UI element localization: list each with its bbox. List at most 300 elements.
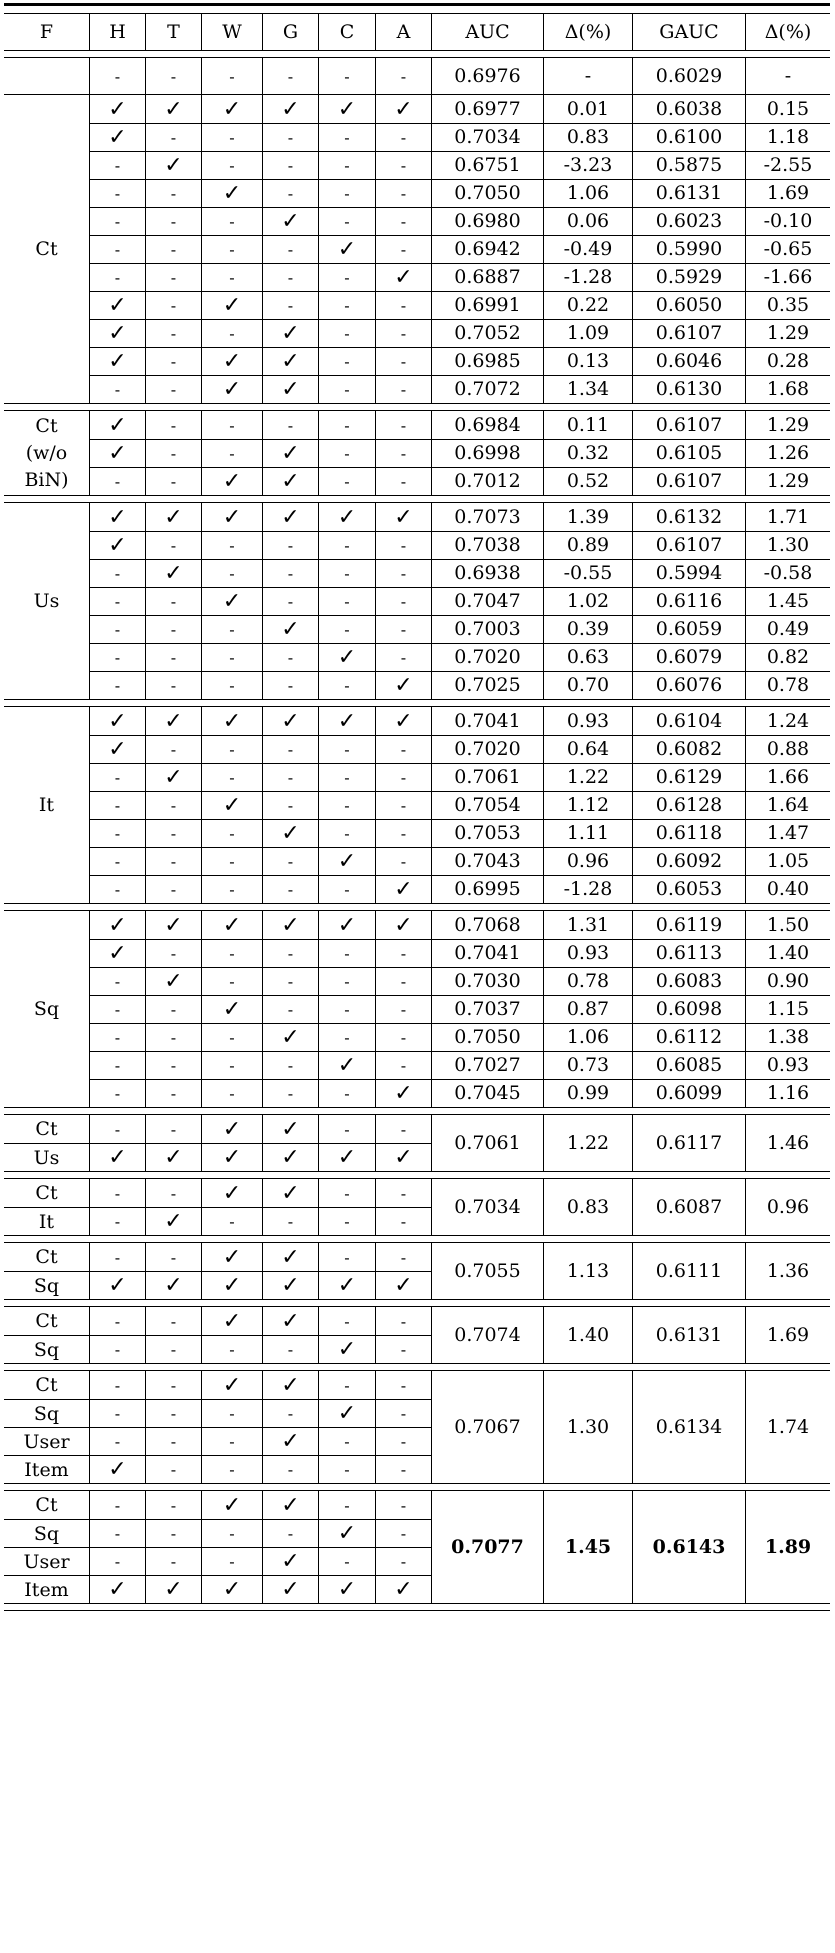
flag-g: -	[262, 763, 318, 791]
flag-t: -	[145, 375, 201, 403]
flag-a: -	[375, 1051, 431, 1079]
flag-t: -	[145, 439, 201, 467]
flag-a: -	[375, 559, 431, 587]
flag-a: ✓	[375, 671, 431, 699]
table-row	[4, 735, 830, 763]
table-row	[4, 819, 830, 847]
flag-t: ✓	[145, 95, 201, 123]
flag-a: -	[375, 531, 431, 559]
flag-g: ✓	[262, 1179, 318, 1207]
feature-cell	[4, 58, 89, 94]
combination-metrics	[431, 1115, 830, 1171]
block-rows	[4, 503, 830, 699]
table-row	[4, 1455, 431, 1483]
flag-t: ✓	[145, 911, 201, 939]
flag-t: ✓	[145, 151, 201, 179]
auc-value: 0.7061	[431, 1115, 543, 1171]
delta-gauc-value: -2.55	[745, 151, 830, 179]
flag-a: -	[375, 319, 431, 347]
delta-gauc-value: 1.89	[745, 1491, 830, 1603]
flag-g: ✓	[262, 95, 318, 123]
table-row	[4, 995, 830, 1023]
combination-block	[4, 1491, 830, 1603]
combination-metrics	[431, 1491, 830, 1603]
table-row	[4, 375, 830, 403]
flag-t: -	[145, 847, 201, 875]
combination-features	[4, 1307, 431, 1363]
table-row	[4, 559, 830, 587]
gauc-value: 0.6107	[632, 467, 745, 495]
flag-w: -	[201, 1023, 262, 1051]
flag-w: -	[201, 123, 262, 151]
flag-w: -	[201, 1548, 262, 1575]
flag-c: -	[318, 939, 375, 967]
table-row	[4, 1079, 830, 1107]
auc-value: 0.6887	[431, 263, 543, 291]
flag-g: -	[262, 1079, 318, 1107]
auc-value: 0.6751	[431, 151, 543, 179]
flag-g: ✓	[262, 1428, 318, 1455]
flag-w: -	[201, 58, 262, 94]
delta-gauc-value: -	[745, 58, 830, 94]
flag-a: -	[375, 235, 431, 263]
flag-g: ✓	[262, 707, 318, 735]
flag-h: -	[89, 207, 145, 235]
flag-h: -	[89, 615, 145, 643]
flag-a: ✓	[375, 95, 431, 123]
table-row	[4, 1335, 431, 1363]
table-row	[4, 531, 830, 559]
gauc-value: 0.6050	[632, 291, 745, 319]
flag-c: ✓	[318, 235, 375, 263]
auc-value: 0.6985	[431, 347, 543, 375]
feature-block	[4, 911, 830, 1107]
flag-a: -	[375, 847, 431, 875]
flag-w: -	[201, 1456, 262, 1483]
flag-t: -	[145, 531, 201, 559]
gauc-value: 0.6111	[632, 1243, 745, 1299]
header-auc: AUC	[431, 14, 543, 50]
flag-g: -	[262, 235, 318, 263]
delta-auc-value: 1.45	[543, 1491, 632, 1603]
table-row	[4, 1051, 830, 1079]
flag-t: -	[145, 1051, 201, 1079]
flag-c: -	[318, 819, 375, 847]
flag-a: -	[375, 291, 431, 319]
flag-w: -	[201, 735, 262, 763]
flag-w: ✓	[201, 1179, 262, 1207]
flag-c: -	[318, 1456, 375, 1483]
flag-h: ✓	[89, 939, 145, 967]
flag-t: ✓	[145, 707, 201, 735]
flag-g: ✓	[262, 503, 318, 531]
table-row	[4, 1271, 431, 1299]
flag-h: ✓	[89, 123, 145, 151]
flag-w: ✓	[201, 1144, 262, 1171]
flag-t: ✓	[145, 1576, 201, 1603]
flag-a: -	[375, 1115, 431, 1143]
auc-value: 0.7068	[431, 911, 543, 939]
flag-h: -	[89, 467, 145, 495]
flag-h: -	[89, 1179, 145, 1207]
auc-value: 0.7027	[431, 1051, 543, 1079]
flag-w: -	[201, 531, 262, 559]
delta-gauc-value: 1.26	[745, 439, 830, 467]
flag-w: -	[201, 235, 262, 263]
flag-c: -	[318, 263, 375, 291]
flag-h: -	[89, 1371, 145, 1399]
flag-t: -	[145, 1371, 201, 1399]
flag-t: -	[145, 319, 201, 347]
flag-w: -	[201, 1208, 262, 1235]
flag-g: -	[262, 151, 318, 179]
block-rows	[4, 707, 830, 903]
flag-g: -	[262, 643, 318, 671]
delta-gauc-value: 1.38	[745, 1023, 830, 1051]
flag-w: -	[201, 439, 262, 467]
flag-c: -	[318, 1428, 375, 1455]
flag-c: -	[318, 467, 375, 495]
flag-t: -	[145, 291, 201, 319]
delta-gauc-value: 1.66	[745, 763, 830, 791]
flag-h: -	[89, 763, 145, 791]
flag-t: ✓	[145, 967, 201, 995]
flag-t: -	[145, 1548, 201, 1575]
flag-g: -	[262, 1456, 318, 1483]
flag-g: ✓	[262, 375, 318, 403]
delta-auc-value: 0.52	[543, 467, 632, 495]
flag-c: ✓	[318, 1576, 375, 1603]
delta-auc-value: 0.96	[543, 847, 632, 875]
gauc-value: 0.6029	[632, 58, 745, 94]
flag-c: -	[318, 1179, 375, 1207]
table-row	[4, 467, 830, 495]
delta-gauc-value: 1.15	[745, 995, 830, 1023]
delta-auc-value: 1.02	[543, 587, 632, 615]
auc-value: 0.7034	[431, 123, 543, 151]
auc-value: 0.7012	[431, 467, 543, 495]
flag-w: -	[201, 847, 262, 875]
flag-g: -	[262, 967, 318, 995]
flag-a: -	[375, 179, 431, 207]
auc-value: 0.6977	[431, 95, 543, 123]
ablation-table	[4, 0, 830, 1611]
flag-c: -	[318, 291, 375, 319]
flag-c: -	[318, 123, 375, 151]
flag-h: -	[89, 1400, 145, 1427]
flag-h: ✓	[89, 1456, 145, 1483]
flag-w: ✓	[201, 375, 262, 403]
combination-block	[4, 1307, 830, 1363]
combination-metrics	[431, 1307, 830, 1363]
flag-w: -	[201, 559, 262, 587]
header-t: T	[145, 14, 201, 50]
table-bottom-rule-2	[4, 1610, 830, 1611]
flag-a: -	[375, 1371, 431, 1399]
flag-a: -	[375, 615, 431, 643]
flag-t: ✓	[145, 1272, 201, 1299]
flag-c: ✓	[318, 707, 375, 735]
auc-value: 0.7030	[431, 967, 543, 995]
flag-g: ✓	[262, 1576, 318, 1603]
table-row	[4, 1427, 431, 1455]
block-label-line: Ct	[35, 414, 58, 437]
flag-a: -	[375, 1243, 431, 1271]
delta-gauc-value: 0.90	[745, 967, 830, 995]
flag-w: ✓	[201, 467, 262, 495]
flag-t: -	[145, 58, 201, 94]
auc-value: 0.7072	[431, 375, 543, 403]
flag-w: -	[201, 1400, 262, 1427]
table-row	[4, 939, 830, 967]
delta-auc-value: 1.12	[543, 791, 632, 819]
flag-g: -	[262, 58, 318, 94]
flag-h: -	[89, 1051, 145, 1079]
table-row	[4, 179, 830, 207]
feature-blocks	[4, 94, 830, 1107]
delta-gauc-value: 1.36	[745, 1243, 830, 1299]
flag-h: -	[89, 819, 145, 847]
flag-c: -	[318, 375, 375, 403]
flag-h: ✓	[89, 291, 145, 319]
delta-gauc-value: -0.65	[745, 235, 830, 263]
flag-a: -	[375, 1520, 431, 1547]
flag-a: -	[375, 1456, 431, 1483]
gauc-value: 0.6023	[632, 207, 745, 235]
gauc-value: 0.5875	[632, 151, 745, 179]
flag-t: -	[145, 671, 201, 699]
delta-auc-value: 0.22	[543, 291, 632, 319]
auc-value: 0.6991	[431, 291, 543, 319]
delta-auc-value: -1.28	[543, 875, 632, 903]
header-f: F	[39, 21, 54, 43]
table-row	[4, 1115, 431, 1143]
flag-g: ✓	[262, 319, 318, 347]
combination-block	[4, 1371, 830, 1483]
flag-w: ✓	[201, 995, 262, 1023]
table-row	[4, 1547, 431, 1575]
flag-a: -	[375, 151, 431, 179]
block-label	[4, 707, 89, 903]
delta-gauc-value: 1.29	[745, 411, 830, 439]
flag-w: ✓	[201, 1371, 262, 1399]
delta-gauc-value: 0.78	[745, 671, 830, 699]
flag-g: -	[262, 847, 318, 875]
auc-value: 0.7025	[431, 671, 543, 699]
flag-t: ✓	[145, 763, 201, 791]
gauc-value: 0.6117	[632, 1115, 745, 1171]
flag-w: -	[201, 763, 262, 791]
delta-auc-value: 1.22	[543, 1115, 632, 1171]
auc-value: 0.7003	[431, 615, 543, 643]
flag-t: -	[145, 347, 201, 375]
table-row	[4, 1243, 431, 1271]
table-row	[4, 1207, 431, 1235]
flag-a: -	[375, 347, 431, 375]
table-row	[4, 347, 830, 375]
flag-a: ✓	[375, 875, 431, 903]
flag-a: -	[375, 1179, 431, 1207]
delta-auc-value: 0.39	[543, 615, 632, 643]
flag-c: -	[318, 791, 375, 819]
feature-block	[4, 411, 830, 495]
flag-a: ✓	[375, 911, 431, 939]
flag-a: -	[375, 467, 431, 495]
auc-value: 0.6942	[431, 235, 543, 263]
flag-w: ✓	[201, 1491, 262, 1519]
delta-gauc-value: 1.45	[745, 587, 830, 615]
combination-features	[4, 1179, 431, 1235]
flag-w: -	[201, 875, 262, 903]
feature-cell: Item	[24, 1458, 69, 1481]
flag-g: -	[262, 1051, 318, 1079]
flag-w: -	[201, 615, 262, 643]
gauc-value: 0.6119	[632, 911, 745, 939]
flag-t: -	[145, 939, 201, 967]
flag-g: ✓	[262, 1548, 318, 1575]
delta-auc-value: 0.83	[543, 123, 632, 151]
block-label	[4, 503, 89, 699]
auc-value: 0.7038	[431, 531, 543, 559]
flag-h: -	[89, 179, 145, 207]
flag-c: -	[318, 763, 375, 791]
flag-w: ✓	[201, 291, 262, 319]
flag-a: -	[375, 763, 431, 791]
flag-h: ✓	[89, 347, 145, 375]
flag-t: -	[145, 1520, 201, 1547]
flag-c: -	[318, 531, 375, 559]
delta-auc-value: 0.13	[543, 347, 632, 375]
flag-a: -	[375, 1023, 431, 1051]
flag-a: ✓	[375, 263, 431, 291]
flag-t: -	[145, 1307, 201, 1335]
delta-gauc-value: 0.49	[745, 615, 830, 643]
delta-auc-value: -1.28	[543, 263, 632, 291]
flag-c: -	[318, 179, 375, 207]
auc-value: 0.7041	[431, 939, 543, 967]
table-row	[4, 503, 830, 531]
flag-c: -	[318, 967, 375, 995]
delta-auc-value: 1.31	[543, 911, 632, 939]
table-row	[4, 151, 830, 179]
flag-t: ✓	[145, 1208, 201, 1235]
flag-h: -	[89, 847, 145, 875]
flag-c: -	[318, 587, 375, 615]
delta-gauc-value: 0.35	[745, 291, 830, 319]
delta-gauc-value: 1.29	[745, 467, 830, 495]
block-label-line: Us	[33, 589, 60, 612]
flag-c: -	[318, 1115, 375, 1143]
delta-auc-value: 0.70	[543, 671, 632, 699]
auc-value: 0.7020	[431, 643, 543, 671]
delta-gauc-value: 1.16	[745, 1079, 830, 1107]
table-row	[4, 763, 830, 791]
gauc-value: 0.6076	[632, 671, 745, 699]
header-delta-gauc: Δ(%)	[745, 14, 830, 50]
flag-h: -	[89, 559, 145, 587]
flag-h: -	[89, 587, 145, 615]
table-row	[4, 207, 830, 235]
delta-auc-value: -3.23	[543, 151, 632, 179]
flag-a: -	[375, 439, 431, 467]
flag-h: ✓	[89, 319, 145, 347]
flag-g: -	[262, 875, 318, 903]
flag-g: ✓	[262, 1144, 318, 1171]
flag-g: ✓	[262, 347, 318, 375]
table-row	[4, 1023, 830, 1051]
header-row	[4, 14, 830, 50]
feature-cell: Sq	[33, 1522, 60, 1545]
block-label	[4, 911, 89, 1107]
flag-c: -	[318, 1371, 375, 1399]
flag-c: -	[318, 735, 375, 763]
gauc-value: 0.6046	[632, 347, 745, 375]
flag-g: -	[262, 179, 318, 207]
delta-gauc-value: 1.69	[745, 179, 830, 207]
flag-t: -	[145, 995, 201, 1023]
flag-h: -	[89, 1115, 145, 1143]
flag-c: -	[318, 58, 375, 94]
flag-a: -	[375, 58, 431, 94]
table-row	[4, 643, 830, 671]
flag-g: -	[262, 1208, 318, 1235]
rule-gap	[4, 6, 830, 13]
delta-auc-value: -0.55	[543, 559, 632, 587]
flag-t: -	[145, 615, 201, 643]
flag-a: -	[375, 207, 431, 235]
header-h: H	[89, 14, 145, 50]
table-row	[4, 1491, 431, 1519]
flag-a: -	[375, 967, 431, 995]
gauc-value: 0.6107	[632, 411, 745, 439]
table-row	[4, 587, 830, 615]
block-label-line: Ct	[35, 237, 58, 260]
flag-w: -	[201, 671, 262, 699]
flag-g: ✓	[262, 1243, 318, 1271]
gauc-value: 0.6113	[632, 939, 745, 967]
flag-t: -	[145, 1491, 201, 1519]
flag-t: -	[145, 791, 201, 819]
gauc-value: 0.6087	[632, 1179, 745, 1235]
auc-value: 0.7054	[431, 791, 543, 819]
flag-a: -	[375, 123, 431, 151]
flag-c: ✓	[318, 911, 375, 939]
combination-block	[4, 1115, 830, 1171]
flag-a: -	[375, 1400, 431, 1427]
flag-h: ✓	[89, 411, 145, 439]
delta-auc-value: 1.13	[543, 1243, 632, 1299]
flag-g: ✓	[262, 1371, 318, 1399]
auc-value: 0.7055	[431, 1243, 543, 1299]
flag-c: ✓	[318, 847, 375, 875]
gauc-value: 0.6053	[632, 875, 745, 903]
gauc-value: 0.6092	[632, 847, 745, 875]
flag-t: -	[145, 875, 201, 903]
flag-h: ✓	[89, 1576, 145, 1603]
flag-c: -	[318, 1243, 375, 1271]
flag-a: -	[375, 1208, 431, 1235]
feature-block	[4, 95, 830, 403]
table-row	[4, 291, 830, 319]
auc-value: 0.6995	[431, 875, 543, 903]
flag-a: -	[375, 1336, 431, 1363]
flag-a: -	[375, 995, 431, 1023]
delta-gauc-value: 1.05	[745, 847, 830, 875]
auc-value: 0.7020	[431, 735, 543, 763]
flag-a: ✓	[375, 503, 431, 531]
flag-a: -	[375, 1428, 431, 1455]
gauc-value: 0.5929	[632, 263, 745, 291]
